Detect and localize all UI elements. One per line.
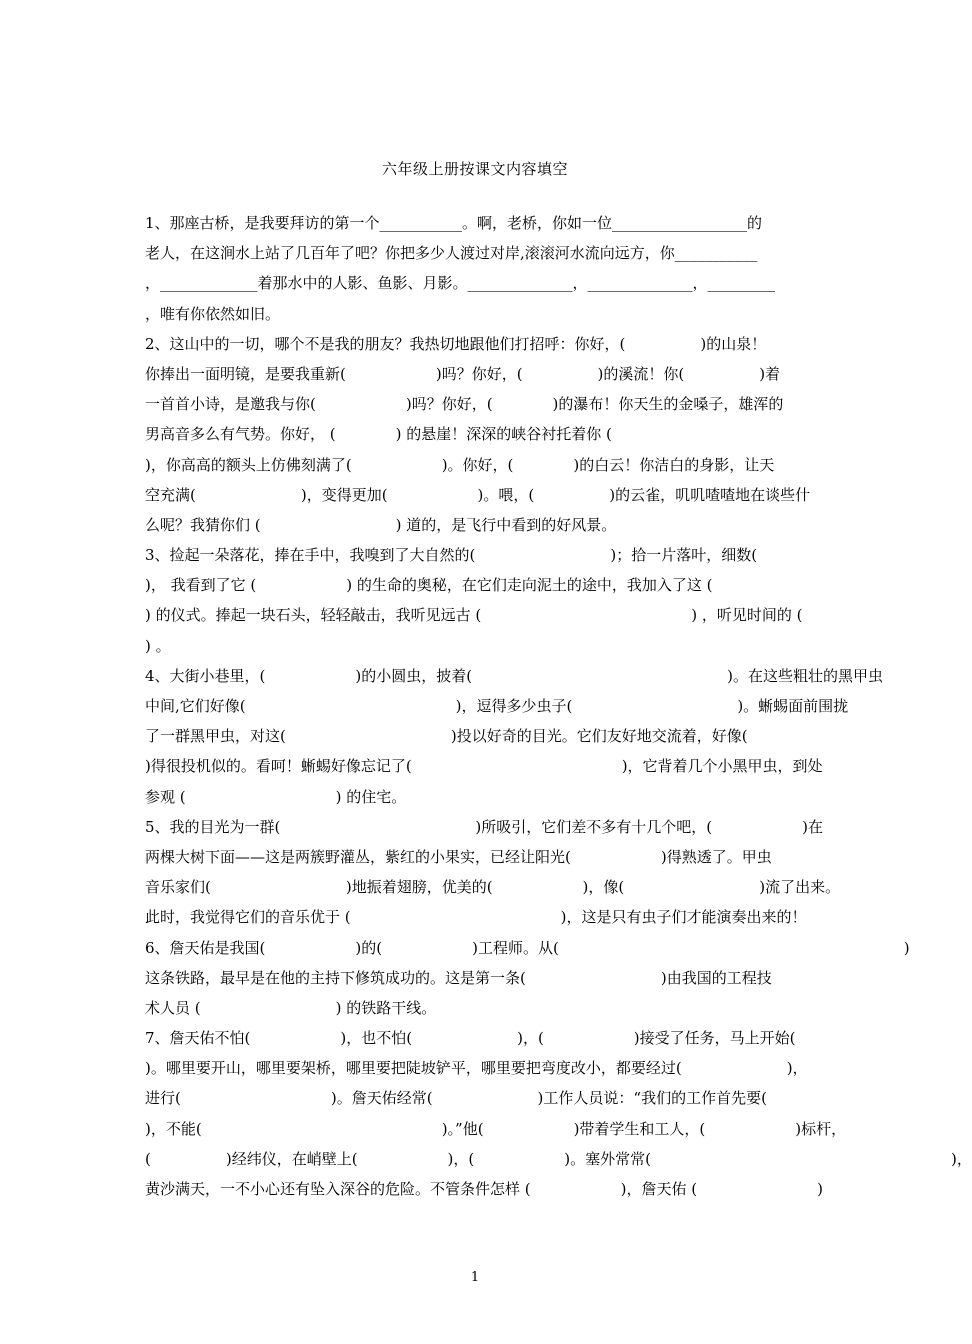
text-line: 一首首小诗，是邀我与你( )吗？你好，( )的瀑布！你天生的金嗓子，雄浑的 bbox=[145, 395, 784, 414]
text-line: 进行( )。詹天佑经常( )工作人员说：“我们的工作首先要( bbox=[145, 1089, 767, 1108]
text-line: 4、大街小巷里，( )的小圆虫，披着( )。在这些粗壮的黑甲虫 bbox=[145, 666, 883, 685]
page-number: 1 bbox=[470, 1270, 480, 1285]
text-line: )。哪里要开山，哪里要架桥，哪里要把陡坡铲平，哪里要把弯度改小，都要经过( )， bbox=[145, 1059, 808, 1078]
text-line: 7、詹天佑不怕( )，也不怕( )，( )接受了任务，马上开始( bbox=[145, 1029, 796, 1048]
text-line: 5、我的目光为一群( )所吸引，它们差不多有十几个吧，( )在 bbox=[145, 817, 823, 836]
text-line: ) 的仪式。捧起一块石头，轻轻敲击，我听见远古 ( ) ，听见时间的 ( bbox=[145, 606, 803, 625]
text-line: )得很投机似的。看呵！蜥蜴好像忘记了( )，它背着几个小黑甲虫，到处 bbox=[145, 757, 823, 776]
text-line: 男高音多么有气势。你好， ( ) 的悬崖！深深的峡谷衬托着你 ( bbox=[145, 425, 612, 444]
text-line: 这条铁路，最早是在他的主持下修筑成功的。这是第一条( )由我国的工程技 bbox=[145, 968, 772, 987]
text-line: )， 我看到了它 ( ) 的生命的奥秘，在它们走向泥土的途中，我加入了这 ( bbox=[145, 576, 713, 595]
text-line: ，唯有你依然如旧。 bbox=[145, 304, 281, 323]
document-body bbox=[145, 208, 972, 1204]
text-line: 中间,它们好像( )，逗得多少虫子( )。蜥蜴面前围拢 bbox=[145, 697, 849, 715]
text-line: 音乐家们( )地振着翅膀，优美的( )，像( )流了出来。 bbox=[145, 878, 841, 897]
text-line: ( )经纬仪，在峭壁上( )，( )。塞外常常( )， bbox=[145, 1149, 972, 1168]
text-line: 老人，在这涧水上站了几百年了吧？你把多少人渡过对岸,滚滚河水流向远方，你___________ bbox=[145, 244, 758, 263]
text-line: 么呢？我猜你们 ( ) 道的，是飞行中看到的好风景。 bbox=[145, 515, 617, 534]
text-line: ) 。 bbox=[145, 636, 171, 655]
text-line: 两棵大树下面——这是两簇野灌丛，紫红的小果实，已经让阳光( )得熟透了。甲虫 bbox=[145, 847, 772, 866]
document-title: 六年级上册按课文内容填空 bbox=[381, 160, 568, 178]
text-line: 2、这山中的一切，哪个不是我的朋友？我热切地跟他们打招呼：你好，( )的山泉！ bbox=[145, 334, 767, 353]
text-line: 6、詹天佑是我国( )的( )工程师。从( ) bbox=[145, 938, 910, 957]
text-line: 空充满( )，变得更加( )。喂，( )的云雀，叽叽喳喳地在谈些什 bbox=[145, 485, 811, 504]
text-line: 术人员 ( ) 的铁路干线。 bbox=[145, 998, 437, 1017]
text-line: ，_____________着那水中的人影、鱼影、月影。______________，______________，_________ bbox=[145, 274, 776, 293]
text-line: 黄沙满天，一不小心还有坠入深谷的危险。不管条件怎样 ( )，詹天佑 ( ) bbox=[145, 1180, 823, 1198]
text-line: 你捧出一面明镜，是要我重新( )吗？你好，( )的溪流！你( )着 bbox=[145, 364, 781, 383]
text-line: 了一群黑甲虫，对这( )投以好奇的目光。它们友好地交流着，好像( bbox=[145, 727, 748, 746]
text-line: )，你高高的额头上仿佛刻满了( )。你好，( )的白云！你洁白的身影，让天 bbox=[145, 455, 775, 474]
text-line: 参观 ( ) 的住宅。 bbox=[145, 787, 407, 806]
text-line: 1、那座古桥，是我要拜访的第一个___________。啊，老桥，你如一位__________________的 bbox=[145, 214, 763, 232]
text-line: 此时，我觉得它们的音乐优于 ( )，这是只有虫子们才能演奏出来的！ bbox=[145, 908, 807, 927]
text-line: )，不能( )。”他( )带着学生和工人，( )标杆， bbox=[145, 1119, 847, 1138]
text-line: 3、捡起一朵落花，捧在手中，我嗅到了大自然的( )；拾一片落叶，细数( bbox=[145, 546, 758, 565]
